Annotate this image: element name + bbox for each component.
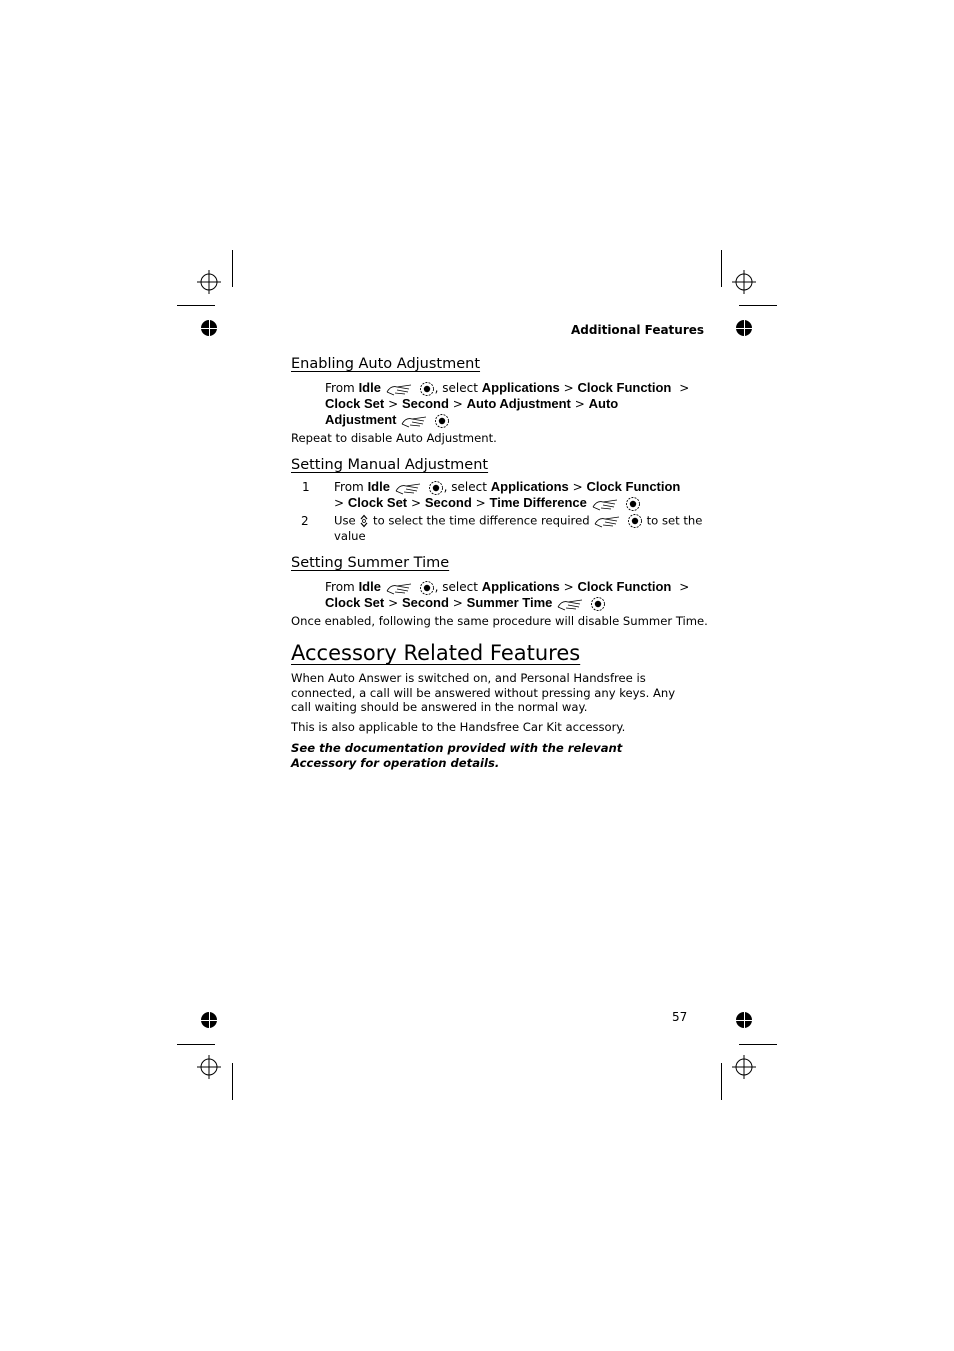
menu-path-item: Clock Set [347,495,408,510]
crop-mark [177,305,215,306]
section-heading-summer-time: Setting Summer Time [291,555,450,571]
instruction-line [325,579,689,596]
menu-path-item: Applications [490,479,569,494]
instruction-line [325,396,618,412]
summer-time-note: Once enabled, following the same procedure will disable Summer Time. [291,614,708,628]
separator: > [388,397,399,411]
menu-path-item: Clock Function [577,579,672,594]
accessory-note: See the documentation provided with the relevant Accessory for operation details. [291,741,623,770]
text: to select the time difference required [373,513,590,528]
text: From [334,480,364,494]
menu-path-item: Auto [588,396,619,411]
repeat-note: Repeat to disable Auto Adjustment. [291,431,497,445]
menu-path-item: Clock Function [586,479,681,494]
select-key-icon [627,513,643,529]
menu-path-item: Applications [481,579,560,594]
text: From [325,381,355,395]
select-key-icon [434,413,450,429]
accessory-paragraph: When Auto Answer is switched on, and Personal Handsfree is connected, a call will be answered without pressing any keys. Any call waiting should be answered in the normal way. [291,671,676,714]
step-number: 2 [301,514,309,528]
section-heading-auto-adjustment: Enabling Auto Adjustment [291,356,481,372]
separator: > [388,596,399,610]
menu-path-item: Idle [358,579,381,594]
separator: > [572,480,583,494]
hand-press-icon [385,581,415,595]
menu-path-item: Summer Time [466,595,553,610]
separator: > [574,397,585,411]
select-key-icon [428,480,444,496]
text: , select [434,381,478,395]
step-number: 1 [302,480,310,494]
menu-path-item: Applications [481,380,560,395]
select-key-icon [625,496,641,512]
separator: > [334,496,345,510]
registration-dot-icon [201,320,217,336]
running-head: Additional Features [571,323,705,337]
registration-mark-icon [197,270,221,294]
hand-press-icon [556,597,586,611]
menu-path-item: Clock Set [325,396,385,411]
navigation-key-icon [359,514,369,528]
crop-mark [739,305,777,306]
registration-dot-icon [736,1012,752,1028]
crop-mark [232,250,233,287]
registration-mark-icon [197,1055,221,1079]
text: From [325,580,355,594]
text: , select [443,480,487,494]
separator: > [563,381,574,395]
menu-path-item: Clock Function [577,380,672,395]
menu-path-item: Time Difference [489,495,587,510]
hand-press-icon [591,497,621,511]
instruction-line: value [334,529,366,543]
menu-path-item: Second [401,595,449,610]
select-key-icon [590,596,606,612]
instruction-line [334,513,702,529]
registration-mark-icon [732,270,756,294]
separator: > [563,580,574,594]
registration-dot-icon [736,320,752,336]
crop-mark [177,1044,215,1045]
text: to set the [646,513,703,528]
instruction-line [325,412,450,429]
menu-path-item: Second [401,396,449,411]
separator: > [679,381,690,395]
instruction-line [334,479,680,496]
text: Use [334,513,356,528]
hand-press-icon [400,414,430,428]
crop-mark [739,1044,777,1045]
separator: > [452,596,463,610]
crop-mark [721,1063,722,1100]
instruction-line [325,595,606,612]
page-title: Accessory Related Features [291,641,581,665]
instruction-line [334,495,641,512]
select-key-icon [419,381,435,397]
separator: > [679,580,690,594]
menu-path-item: Second [424,495,472,510]
crop-mark [721,250,722,287]
menu-path-item: Auto Adjustment [466,396,571,411]
hand-press-icon [394,481,424,495]
instruction-line [325,380,689,397]
separator: > [452,397,463,411]
hand-press-icon [385,382,415,396]
accessory-paragraph: This is also applicable to the Handsfree Car Kit accessory. [291,720,626,734]
registration-dot-icon [201,1012,217,1028]
menu-path-item: Adjustment [325,412,397,427]
menu-path-item: Idle [358,380,381,395]
crop-mark [232,1063,233,1100]
page-number: 57 [672,1010,688,1024]
section-heading-manual-adjustment: Setting Manual Adjustment [291,457,489,473]
registration-mark-icon [732,1055,756,1079]
select-key-icon [419,580,435,596]
menu-path-item: Clock Set [325,595,385,610]
separator: > [410,496,422,510]
text: , select [434,580,478,594]
menu-path-item: Idle [367,479,390,494]
separator: > [475,496,486,510]
hand-press-icon [593,514,623,528]
